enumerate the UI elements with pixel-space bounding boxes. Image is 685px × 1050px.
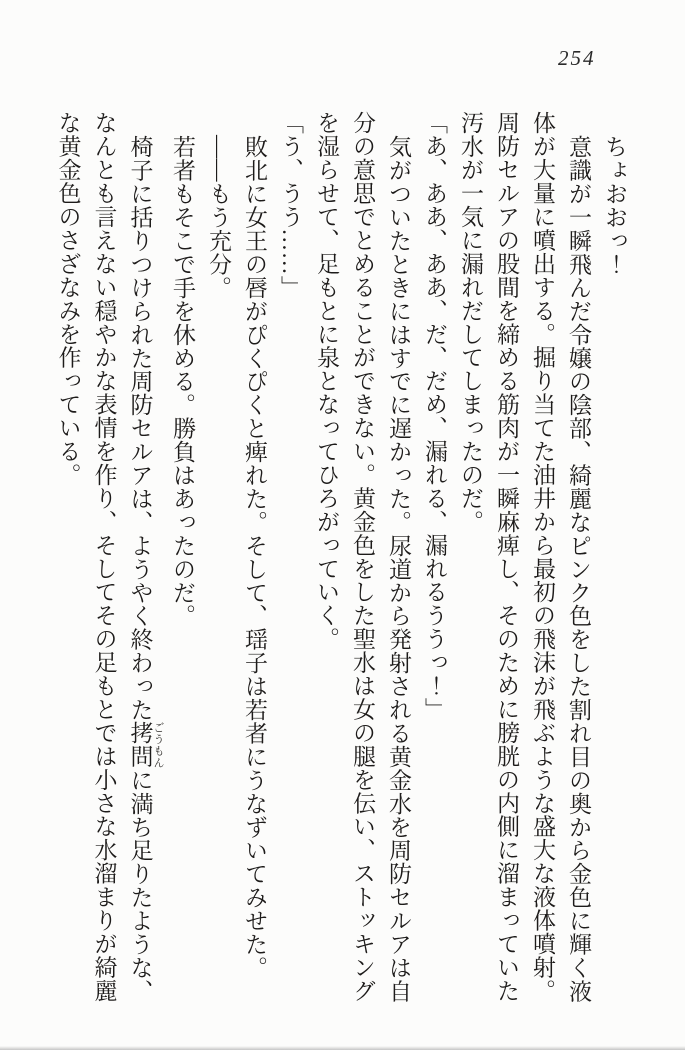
text-column-5: 汚水が一気に漏れだしてしまったのだ。 <box>458 111 483 534</box>
text-column-3: 体が大量に噴出する。掘り当てた油井から最初の飛沫が飛ぶような盛大な液体噴射。 <box>530 111 555 1003</box>
furigana-text: ごうもん <box>152 721 164 769</box>
text-column-11: 敗北に女王の唇がぴくぴくと痺れた。そして、瑶子は若者にうなずいてみせた。 <box>242 135 267 980</box>
text-column-6: 「あ、ああ、ああ、だ、だめ、漏れる、漏れるううっ！」 <box>422 111 447 721</box>
text-column-4: 周防セルアの股間を締める筋肉が一瞬麻痺し、そのために膀胱の内側に溜まっていた <box>494 111 519 1003</box>
text-column-9: を湿らせて、足もとに泉となってひろがっていく。 <box>314 111 339 651</box>
page-edge-shadow <box>0 1046 685 1050</box>
vertical-text-block <box>54 111 632 1007</box>
text-column-15: なんとも言えない穏やかな表情を作り、そしてその足もとでは小さな水溜まりが綺麗 <box>91 111 117 1003</box>
text-column-1: ちょおおっ！ <box>602 135 627 276</box>
text-column-12: ――もう充分。 <box>206 135 231 300</box>
text-column-8: 分の意思でとめることができない。黄金色をした聖水は女の腿を伝い、ストッキング <box>350 111 375 1003</box>
page-number: 254 <box>558 46 596 70</box>
text-column-16: な黄金色のさざなみを作っている。 <box>55 111 81 487</box>
text-column-13: 若者もそこで手を休める。勝負はあったのだ。 <box>170 135 195 628</box>
text-column-10: 「う、うう……」 <box>278 111 303 299</box>
furigana-ruby: 拷問 ごうもん <box>127 721 164 769</box>
text-column-7: 気がついたときにはすでに遅かった。尿道から発射される黄金水を周防セルアは自 <box>386 135 411 1003</box>
text-column-2: 意識が一瞬飛んだ令嬢の陰部、綺麗なピンク色をした割れ目の奥から金色に輝く液 <box>566 135 591 1003</box>
text-column-14: 椅子に括りつけられた周防セルアは、ようやく終わった拷問 ごうもんに満ち足りたような、 <box>127 135 164 1003</box>
